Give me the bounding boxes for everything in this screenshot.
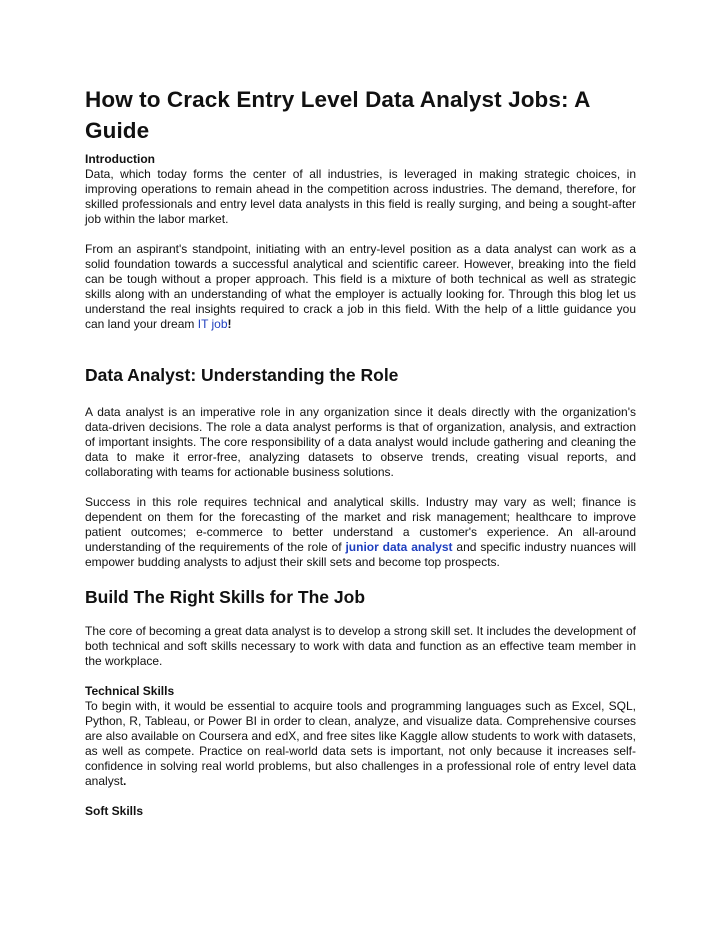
- soft-skills-label: Soft Skills: [85, 804, 144, 818]
- document-page: [85, 84, 636, 819]
- it-job-link[interactable]: IT job: [197, 317, 228, 331]
- technical-skills-text: To begin with, it would be essential to acquire tools and programming languages such as Excel, SQL, Python, R, Tableau, or Power BI in order to clean, analyze, and visualize data. Comprehensive courses are also available on Coursera and edX, and free sites like Kaggle allow students to work with datasets, as well as compete. Practice on real-world data sets is important, not only because it increases self-confidence in solving real world problems, but also challenges in a professional role of entry level data analyst: [85, 699, 636, 788]
- role-paragraph-2-end: and specific industry nuances will empower budding analysts to adjust their skill sets and become top prospects.: [85, 540, 636, 569]
- intro-paragraph-1: Data, which today forms the center of all industries, is leveraged in making strategic choices, in improving operations to remain ahead in the competition across industries. The demand, therefore, for skilled professionals and entry level data analysts in this field is really surging, and being a sought-after job within the labor market.: [85, 167, 636, 226]
- junior-data-analyst-link[interactable]: junior data analyst: [345, 540, 453, 554]
- intro-paragraph-2: [85, 242, 636, 332]
- role-paragraph-2-text: Success in this role requires technical and analytical skills. Industry may vary as well; finance is dependent on them for the forecasting of the market and risk management; healthcare to improve patient outcomes; e-commerce to better understand a customer's experience. An all-around understanding of the requirements of the role of: [85, 495, 636, 554]
- role-paragraph-2: [85, 495, 636, 570]
- skills-heading: Build The Right Skills for The Job: [85, 587, 366, 607]
- introduction-label: Introduction: [85, 152, 155, 166]
- technical-skills-end: .: [123, 774, 127, 788]
- technical-skills-paragraph: [85, 699, 636, 789]
- intro-paragraph-2-text: From an aspirant's standpoint, initiating with an entry-level position as a data analyst can work as a solid foundation towards a successful analytical and scientific career. However, breaking into the field can be tough without a proper approach. This field is a mixture of both technical as well as strategic skills along with an understanding of what the employer is actually looking for. Through this blog let us understand the real insights required to crack a job in this field. With the help of a little guidance you can land your dream: [85, 242, 636, 331]
- page-title: How to Crack Entry Level Data Analyst Jobs: A Guide: [85, 87, 590, 143]
- skills-paragraph-1: The core of becoming a great data analyst is to develop a strong skill set. It includes the development of both technical and soft skills necessary to work with data and function as an effective team member in the workplace.: [85, 624, 636, 668]
- technical-skills-label: Technical Skills: [85, 684, 175, 698]
- intro-paragraph-2-end: !: [227, 317, 232, 331]
- role-heading: Data Analyst: Understanding the Role: [85, 365, 399, 385]
- role-paragraph-1: A data analyst is an imperative role in any organization since it deals directly with the organization's data-driven decisions. The role a data analyst performs is that of organization, analysis, and extraction of important insights. The core responsibility of a data analyst would include gathering and cleaning the data to make it error-free, analyzing datasets to observe trends, creating visual reports, and collaborating with teams for actionable business solutions.: [85, 405, 636, 479]
